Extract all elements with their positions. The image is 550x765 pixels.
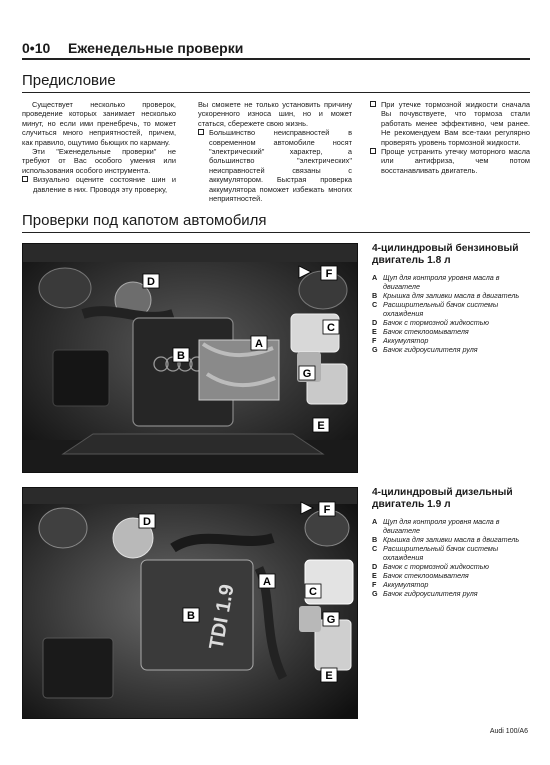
figure1-title: 4-цилиндровый бензиновый двигатель 1.8 л	[372, 243, 519, 266]
legend-item: A Щуп для контроля уровня масла в двигателе	[372, 273, 500, 291]
callout-b: B	[177, 350, 185, 362]
figure1-caption	[372, 243, 530, 354]
callout-e: E	[317, 420, 325, 432]
foreword-column-3	[370, 100, 530, 175]
checkbox-icon	[370, 101, 376, 107]
legend-item: D Бачок с тормозной жидкостью	[372, 318, 489, 327]
engine-bay-petrol-illustration	[23, 244, 358, 473]
legend-item: D Бачок с тормозной жидкостью	[372, 562, 489, 571]
figure2-legend	[372, 517, 530, 598]
callout-g: G	[302, 368, 312, 380]
engine-bay-diesel-illustration	[23, 488, 358, 719]
legend-item: F Аккумулятор	[372, 580, 429, 589]
callout-d: D	[143, 516, 151, 528]
checks-title: Проверки под капотом автомобиля	[22, 212, 267, 229]
foreword-bullet: Большинство неисправностей в современном автомобиле носят "электрический" характер, а большинство "электрических" неисправностей связаны с аккумулятором. Быстрая проверка аккумулятора поможет избежать многих неприятностей.	[198, 128, 352, 203]
legend-item: F Аккумулятор	[372, 336, 429, 345]
page-header-title: Еженедельные проверки	[68, 40, 244, 56]
engine-photo-petrol	[22, 243, 358, 473]
footer-model: Audi 100/A6	[489, 728, 528, 735]
callout-c: C	[327, 322, 335, 334]
foreword-paragraph: Вы сможете не только установить причину ускоренного износа шин, но и может статься, сбережете свою жизнь.	[198, 100, 352, 128]
callout-f: F	[325, 268, 333, 280]
callout-a: A	[263, 576, 271, 588]
foreword-paragraph: Эти "Еженедельные проверки" не требуют от Вас особого умения или использования особого инструмента.	[22, 147, 176, 175]
callout-a: A	[255, 338, 263, 350]
figure1-legend	[372, 273, 530, 354]
engine-cover-badge: TDI 1.9	[205, 582, 239, 652]
callout-d: D	[147, 276, 155, 288]
page-number: 0•10	[22, 40, 51, 56]
legend-item: C Расширительный бачок системы охлаждения	[372, 544, 499, 562]
legend-item: B Крышка для заливки масла в двигатель	[372, 535, 520, 544]
checkbox-icon	[198, 129, 204, 135]
legend-item: B Крышка для заливки масла в двигатель	[372, 291, 520, 300]
legend-item: G Бачок гидроусилителя руля	[372, 589, 478, 598]
foreword-column-2	[198, 100, 352, 203]
foreword-bullet: Проще устранить утечку моторного масла или антифриза, чем потом восстанавливать двигатель.	[370, 147, 530, 175]
engine-photo-diesel	[22, 487, 358, 719]
callout-f: F	[323, 504, 331, 516]
legend-item: A Щуп для контроля уровня масла в двигателе	[372, 517, 500, 535]
callout-c: C	[309, 586, 317, 598]
page-header	[22, 38, 530, 60]
foreword-bullet: При утечке тормозной жидкости сначала Вы почувствуете, что тормоза стали работать менее эффективно, чем ранее. Не рекомендуем Вам все-таки регулярно проверять уровень тормозной жидкости.	[370, 100, 530, 147]
checkbox-icon	[370, 148, 376, 154]
callout-b: B	[187, 610, 195, 622]
foreword-rule	[22, 92, 530, 93]
legend-item: E Бачок стеклоомывателя	[372, 571, 469, 580]
foreword-bullet: Визуально оцените состояние шин и давление в них. Проводя эту проверку,	[22, 175, 176, 194]
foreword-title: Предисловие	[22, 72, 116, 89]
foreword-column-1	[22, 100, 176, 194]
checkbox-icon	[22, 176, 28, 182]
callout-g: G	[326, 614, 336, 626]
figure2-title: 4-цилиндровый дизельный двигатель 1.9 л	[372, 487, 513, 510]
checks-rule	[22, 232, 530, 233]
legend-item: E Бачок стеклоомывателя	[372, 327, 469, 336]
legend-item: C Расширительный бачок системы охлаждения	[372, 300, 499, 318]
figure2-caption	[372, 487, 530, 598]
callout-e: E	[325, 670, 333, 682]
foreword-paragraph: Существует несколько проверок, проведение которых занимает несколько минут, но если ими пренебречь, то может случиться много неприятностей, причем, как правило, ощутимо бьющих по карману.	[22, 100, 176, 147]
legend-item: G Бачок гидроусилителя руля	[372, 345, 478, 354]
